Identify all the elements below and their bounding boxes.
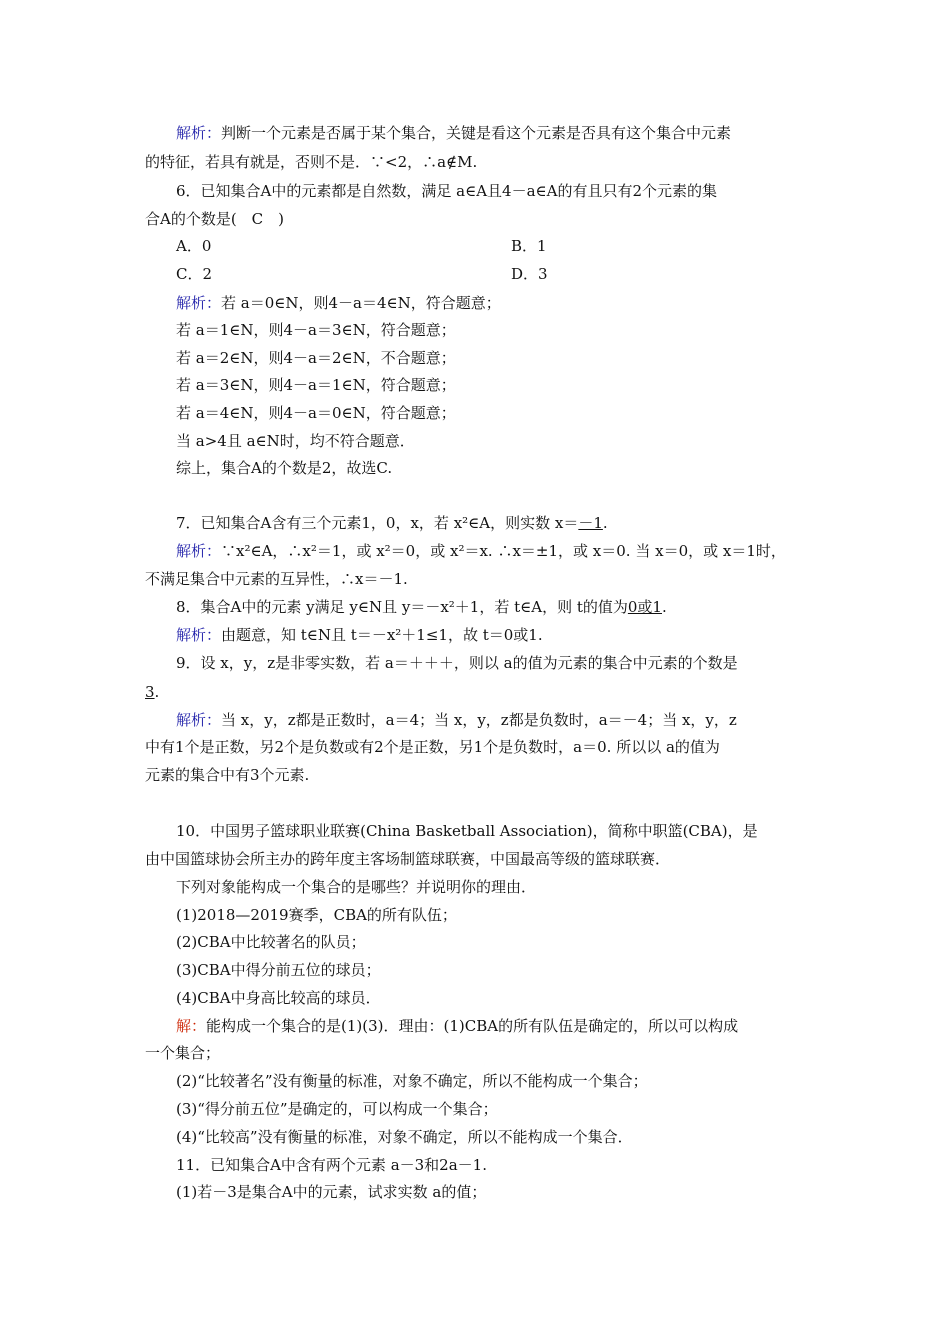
answer-blank: 3 bbox=[145, 683, 155, 701]
question-text: 7．已知集合A含有三个元素1，0，x，若 x²∈A，则实数 x＝ bbox=[176, 514, 579, 532]
line-solution-10 bbox=[176, 1016, 738, 1036]
line-tail: . bbox=[661, 598, 667, 616]
option-a: A．0 bbox=[176, 237, 212, 255]
option-c: C．2 bbox=[176, 265, 213, 283]
line-explanation-5 bbox=[176, 123, 731, 143]
line-text: 若 a＝3∈N，则4－a＝1∈N，符合题意； bbox=[176, 376, 456, 394]
question-9: 9．设 x，y，z是非零实数，若 a＝＋＋＋，则以 a的值为元素的集合中元素的个数是 bbox=[176, 654, 738, 672]
line-text: 判断一个元素是否属于某个集合，关键是看这个元素是否具有这个集合中元素 bbox=[221, 124, 732, 142]
answer-blank: －1 bbox=[578, 514, 603, 532]
line-text: 能构成一个集合的是(1)(3)．理由：(1)CBA的所有队伍是确定的，所以可以构成 bbox=[206, 1017, 739, 1035]
question-10: 10．中国男子篮球职业联赛(China Basketball Association)，简称中职篮(CBA)，是 bbox=[176, 822, 758, 840]
line-text: 中有1个是正数，另2个是负数或有2个是正数，另1个是负数时，a＝0. 所以以 a的值为 bbox=[145, 738, 720, 756]
question-text: 8．集合A中的元素 y满足 y∈N且 y＝－x²＋1，若 t∈A，则 t的值为 bbox=[176, 598, 628, 616]
line-text: 一个集合； bbox=[145, 1044, 221, 1062]
question-11-part-1: (1)若－3是集合A中的元素，试求实数 a的值； bbox=[176, 1183, 487, 1201]
line-text: 综上，集合A的个数是2，故选C. bbox=[176, 459, 393, 477]
question-8 bbox=[176, 597, 667, 617]
question-9-answer bbox=[145, 682, 159, 702]
line-text: 由题意，知 t∈N且 t＝－x²＋1≤1，故 t＝0或1. bbox=[221, 626, 543, 644]
question-11: 11．已知集合A中含有两个元素 a－3和2a－1. bbox=[176, 1156, 487, 1174]
line-tail: . bbox=[602, 514, 608, 532]
list-item: (3)CBA中得分前五位的球员； bbox=[176, 961, 381, 979]
line-text: 元素的集合中有3个元素. bbox=[145, 766, 310, 784]
line-explanation-9 bbox=[176, 710, 737, 730]
line-text: 由中国篮球协会所主办的跨年度主客场制篮球联赛，中国最高等级的篮球联赛． bbox=[145, 850, 671, 868]
explanation-label: 解析： bbox=[176, 626, 222, 644]
line-text: (4)“比较高”没有衡量的标准，对象不确定，所以不能构成一个集合． bbox=[176, 1128, 633, 1146]
line-text: 不满足集合中元素的互异性，∴x＝－1. bbox=[145, 570, 408, 588]
solution-label: 解： bbox=[176, 1017, 207, 1035]
line-explanation-6 bbox=[176, 293, 501, 313]
list-item: (2)CBA中比较著名的队员； bbox=[176, 933, 366, 951]
line-text: 若 a＝4∈N，则4－a＝0∈N，符合题意； bbox=[176, 404, 456, 422]
line-text: 的特征，若具有就是，否则不是．∵<2，∴a∉M. bbox=[145, 153, 478, 171]
explanation-label: 解析： bbox=[176, 542, 222, 560]
line-tail: . bbox=[154, 683, 160, 701]
line-text: 当 a>4且 a∈N时，均不符合题意． bbox=[176, 432, 415, 450]
explanation-label: 解析： bbox=[176, 124, 222, 142]
line-text: 若 a＝2∈N，则4－a＝2∈N，不合题意； bbox=[176, 349, 456, 367]
line-text: (2)“比较著名”没有衡量的标准，对象不确定，所以不能构成一个集合； bbox=[176, 1072, 648, 1090]
line-text: 下列对象能构成一个集合的是哪些？并说明你的理由． bbox=[176, 878, 537, 896]
line-explanation-8 bbox=[176, 625, 543, 645]
line-text: 当 x，y，z都是正数时，a＝4；当 x，y，z都是负数时，a＝－4；当 x，y，z bbox=[221, 711, 737, 729]
question-6-continued: 合A的个数是( C ) bbox=[145, 210, 285, 228]
line-text: ∵x²∈A，∴x²＝1，或 x²＝0，或 x²＝x. ∴x＝±1，或 x＝0. 当 x＝0，或 x＝1时， bbox=[221, 542, 786, 560]
line-explanation-7 bbox=[176, 541, 786, 561]
explanation-label: 解析： bbox=[176, 294, 222, 312]
line-text: 若 a＝1∈N，则4－a＝3∈N，符合题意； bbox=[176, 321, 456, 339]
line-text: (3)“得分前五位”是确定的，可以构成一个集合； bbox=[176, 1100, 498, 1118]
list-item: (4)CBA中身高比较高的球员． bbox=[176, 989, 381, 1007]
answer-blank: 0或1 bbox=[627, 598, 662, 616]
option-d: D．3 bbox=[511, 265, 548, 283]
list-item: (1)2018—2019赛季，CBA的所有队伍； bbox=[176, 906, 457, 924]
question-7 bbox=[176, 513, 608, 533]
option-b: B．1 bbox=[511, 237, 547, 255]
explanation-label: 解析： bbox=[176, 711, 222, 729]
question-6: 6．已知集合A中的元素都是自然数，满足 a∈A且4－a∈A的有且只有2个元素的集 bbox=[176, 182, 717, 200]
line-text: 若 a＝0∈N，则4－a＝4∈N，符合题意； bbox=[221, 294, 501, 312]
